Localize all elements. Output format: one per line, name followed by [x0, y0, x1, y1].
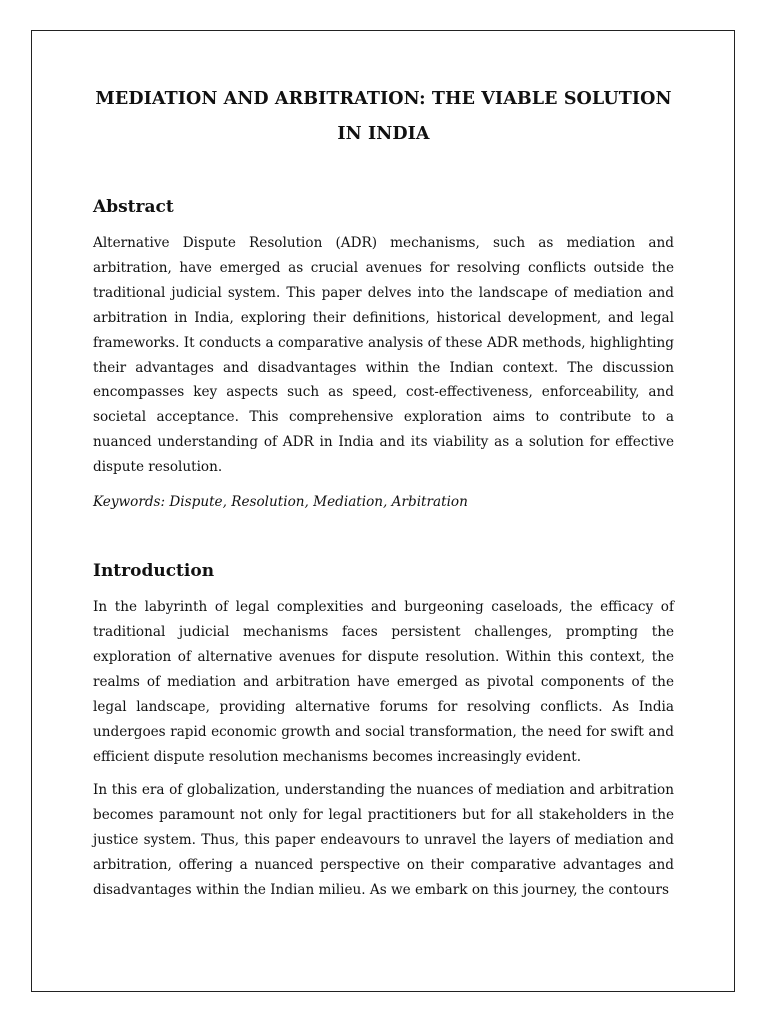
paper-title: MEDIATION AND ARBITRATION: THE VIABLE SOLUTION IN INDIA: [95, 89, 672, 144]
introduction-paragraph-1: In the labyrinth of legal complexities and burgeoning caseloads, the efficacy of traditional judicial mechanisms faces persistent challenges, prompting the exploration of alternative avenues for dispute resolution. Within this context, the realms of mediation and arbitration have emerged as pivotal components of the legal landscape, providing alternative forums for resolving conflicts. As India undergoes rapid economic growth and social transformation, the need for swift and efficient dispute resolution mechanisms becomes increasingly evident.: [93, 599, 674, 765]
abstract-heading: Abstract: [93, 197, 174, 217]
abstract-paragraph: Alternative Dispute Resolution (ADR) mechanisms, such as mediation and arbitration, have emerged as crucial avenues for resolving conflicts outside the traditional judicial system. This paper delves into the landscape of mediation and arbitration in India, exploring their definitions, historical development, and legal frameworks. It conducts a comparative analysis of these ADR methods, highlighting their advantages and disadvantages within the Indian context. The discussion encompasses key aspects such as speed, cost-effectiveness, enforceability, and societal acceptance. This comprehensive exploration aims to contribute to a nuanced understanding of ADR in India and its viability as a solution for effective dispute resolution.: [93, 235, 674, 476]
introduction-heading: Introduction: [93, 561, 215, 582]
keywords-line: Keywords: Dispute, Resolution, Mediation, Arbitration: [93, 494, 468, 511]
page-content: [93, 82, 674, 903]
introduction-paragraph-2: In this era of globalization, understanding the nuances of mediation and arbitration becomes paramount not only for legal practitioners but for all stakeholders in the justice system. Thus, this paper endeavours to unravel the layers of mediation and arbitration, offering a nuanced perspective on their comparative advantages and disadvantages within the Indian milieu. As we embark on this journey, the contours: [93, 782, 674, 899]
